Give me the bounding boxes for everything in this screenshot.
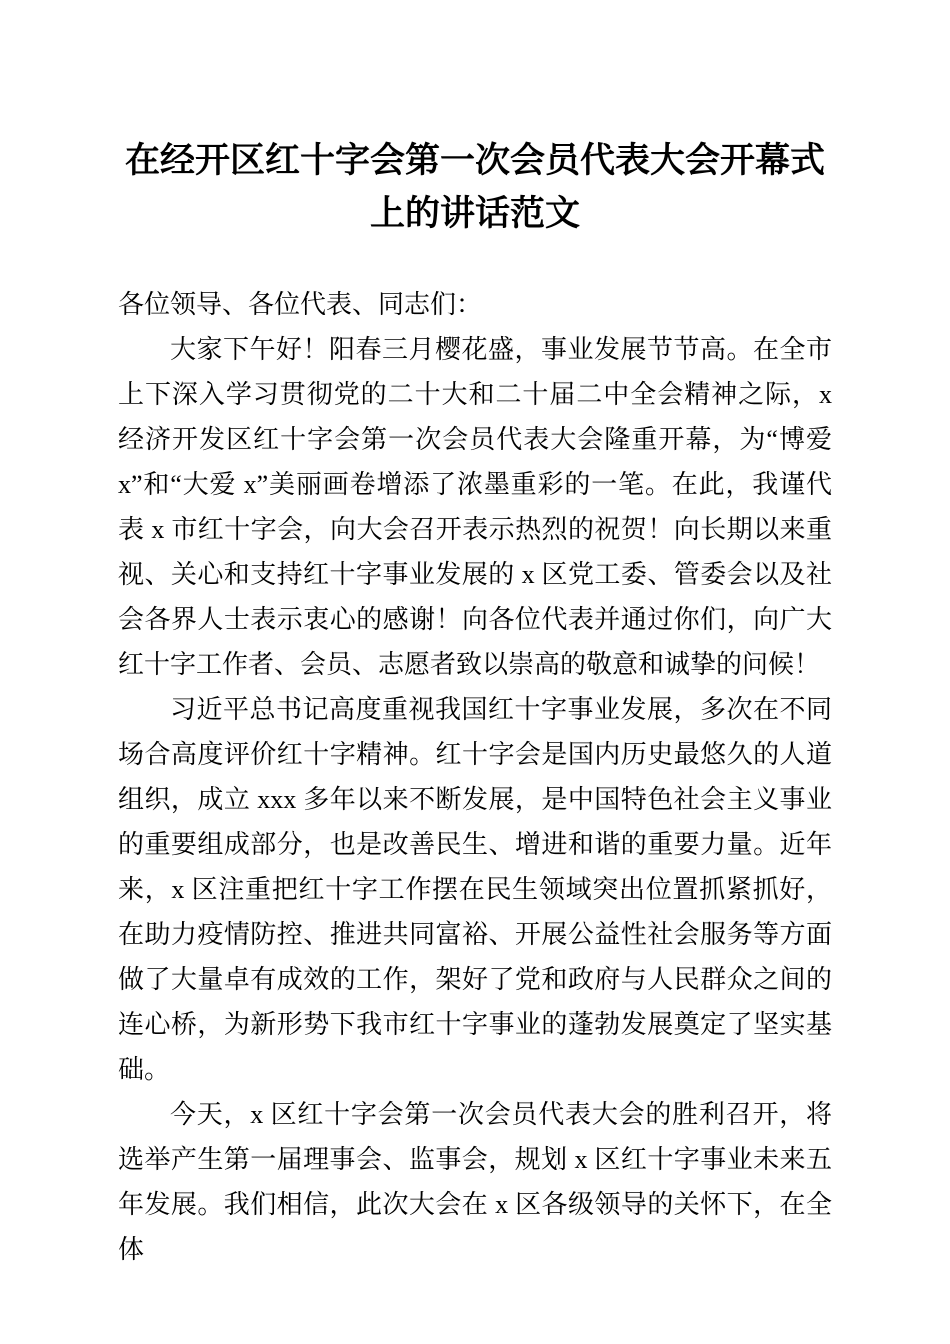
- paragraph: 习近平总书记高度重视我国红十字事业发展，多次在不同场合高度评价红十字精神。红十字会是国内历史最悠久的人道组织，成立 xxx 多年以来不断发展，是中国特色社会主义事业的重要组成部分，也是改善民生、增进和谐的重要力量。近年来，x 区注重把红十字工作摆在民生领域突出位置抓紧抓好，在助力疫情防控、推进共同富裕、开展公益性社会服务等方面做了大量卓有成效的工作，架好了党和政府与人民群众之间的连心桥，为新形势下我市红十字事业的蓬勃发展奠定了坚实基础。: [118, 695, 832, 1084]
- document-title: 在经开区红十字会第一次会员代表大会开幕式上的讲话范文: [124, 141, 825, 233]
- paragraph: 今天，x 区红十字会第一次会员代表大会的胜利召开，将选举产生第一届理事会、监事会，规划 x 区红十字事业未来五年发展。我们相信，此次大会在 x 区各级领导的关怀下，在全体: [118, 1100, 832, 1264]
- salutation-line: 各位领导、各位代表、同志们：: [118, 290, 483, 319]
- paragraph: 大家下午好！阳春三月樱花盛，事业发展节节高。在全市上下深入学习贯彻党的二十大和二十届二中全会精神之际，x 经济开发区红十字会第一次会员代表大会隆重开幕，为“博爱 x”和“大爱 x”美丽画卷增添了浓墨重彩的一笔。在此，我谨代表 x 市红十字会，向大会召开表示热烈的祝贺！向长期以来重视、关心和支持红十字事业发展的 x 区党工委、管委会以及社会各界人士表示衷心的感谢！向各位代表并通过你们，向广大红十字工作者、会员、志愿者致以崇高的敬意和诚挚的问候！: [118, 335, 832, 679]
- document-body: [118, 282, 832, 1272]
